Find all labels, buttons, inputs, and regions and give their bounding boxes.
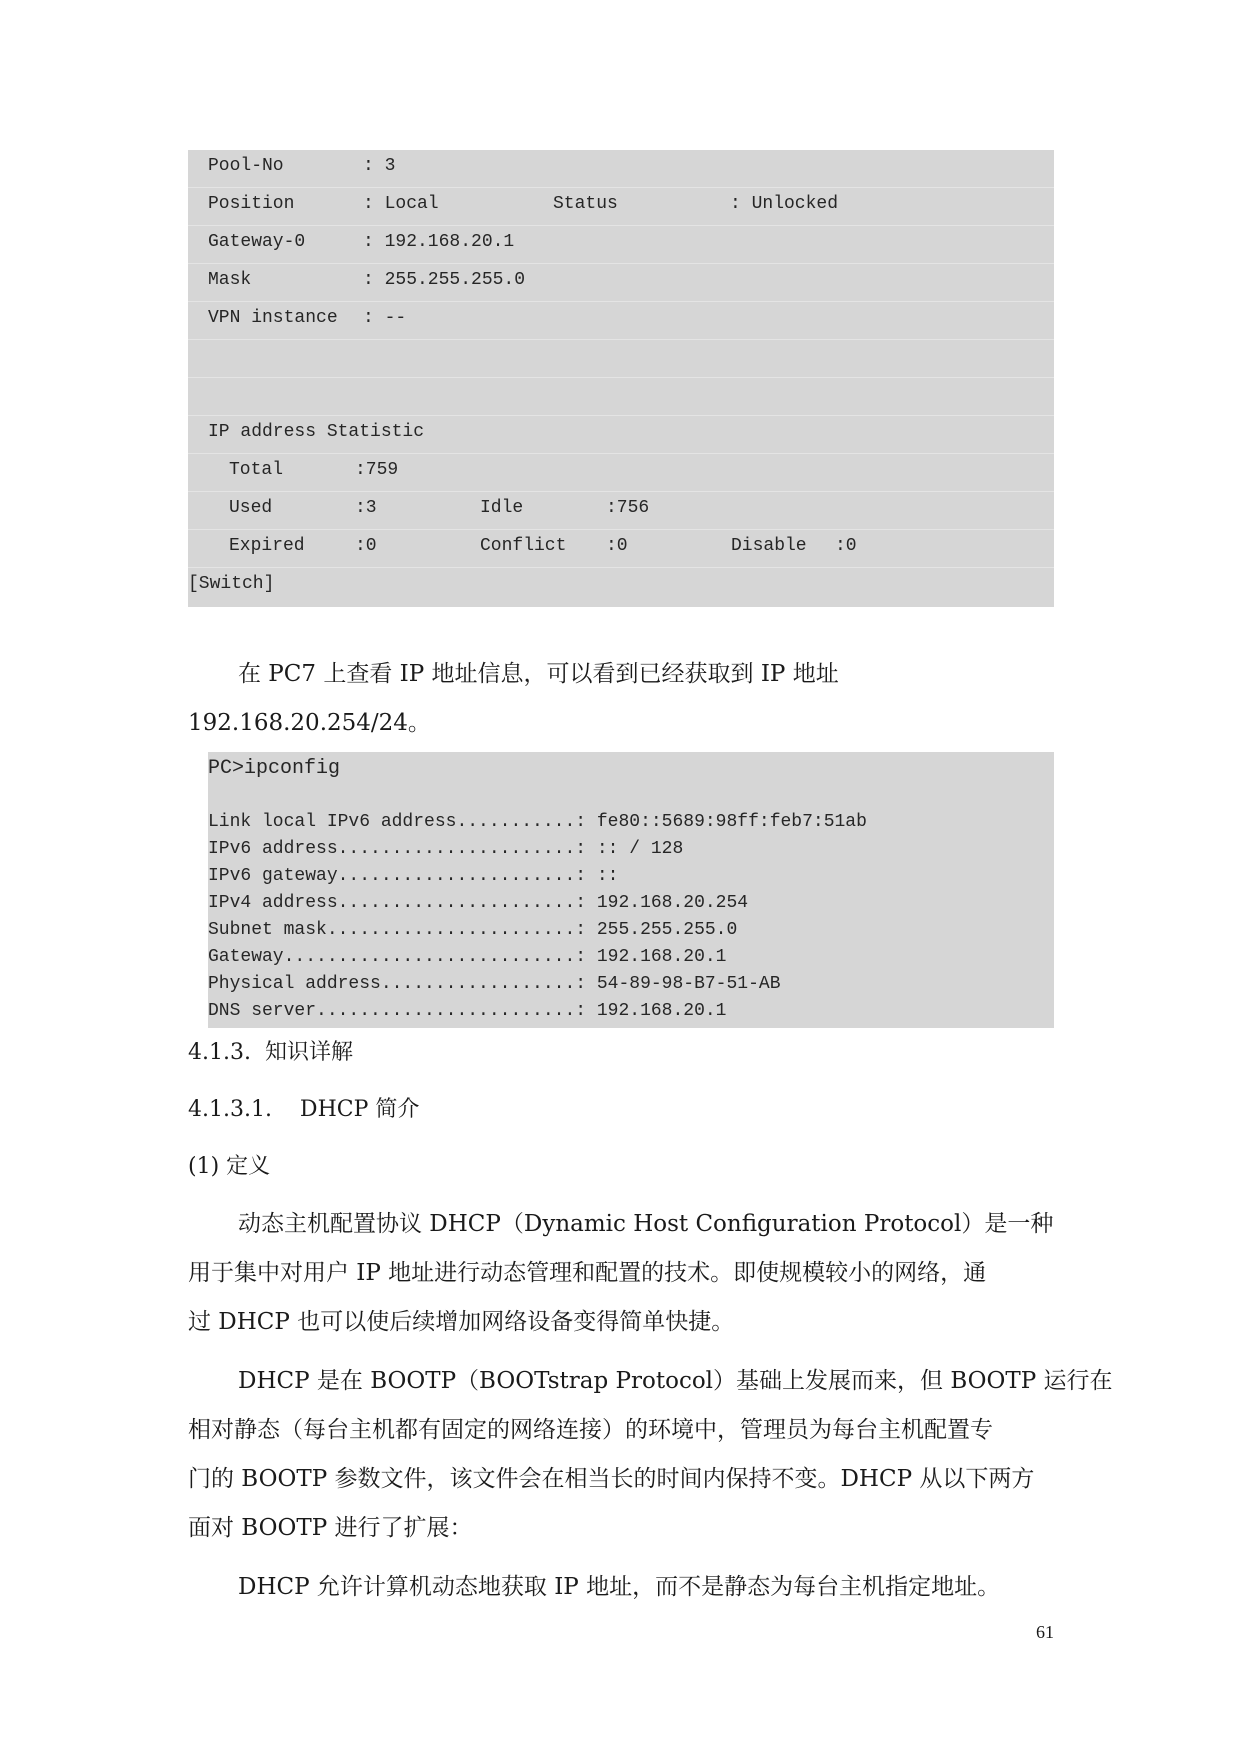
expired-value: :0 [355, 536, 377, 556]
para3-line3: 门的 BOOTP 参数文件，该文件会在相当长的时间内保持不变。DHCP 从以下两方 [188, 1466, 1035, 1492]
stat-title: IP address Statistic [208, 422, 425, 442]
used-value: :3 [355, 498, 377, 518]
para1-line1: 在 PC7 上查看 IP 地址信息，可以看到已经获取到 IP 地址 [238, 661, 839, 687]
ipconfig-line: IPv6 gateway......................: :: [208, 866, 619, 886]
para2-line1: 动态主机配置协议 DHCP（Dynamic Host Configuration Protocol）是一种 [238, 1211, 1054, 1237]
idle-key: Idle [480, 498, 524, 518]
ipconfig-line: IPv6 address......................: :: / 128 [208, 839, 684, 859]
pool-no-key: Pool-No [208, 156, 284, 176]
disable-value: :0 [835, 536, 857, 556]
mask-key: Mask [208, 270, 252, 290]
para3-line4: 面对 BOOTP 进行了扩展： [188, 1515, 473, 1541]
gateway-key: Gateway-0 [208, 232, 306, 252]
para2-line2: 用于集中对用户 IP 地址进行动态管理和配置的技术。即使规模较小的网络，通 [188, 1260, 987, 1286]
vpn-key: VPN instance [208, 308, 338, 328]
switch-output-block [188, 150, 1054, 607]
blank-row [188, 340, 1054, 378]
ipconfig-line: DNS server........................: 192.168.20.1 [208, 1001, 727, 1021]
prompt-row [188, 568, 1054, 606]
idle-value: :756 [606, 498, 650, 518]
para4-line1: DHCP 允许计算机动态地获取 IP 地址，而不是静态为每台主机指定地址。 [238, 1574, 1001, 1600]
para3-line1: DHCP 是在 BOOTP（BOOTstrap Protocol）基础上发展而来，但 BOOTP 运行在 [238, 1368, 1113, 1394]
stat-title-row [188, 416, 1054, 454]
position-key: Position [208, 194, 295, 214]
ipconfig-line: Link local IPv6 address...........: fe80::5689:98ff:feb7:51ab [208, 812, 867, 832]
vpn-row [188, 302, 1054, 340]
disable-key: Disable [731, 536, 807, 556]
vpn-value: : -- [363, 308, 407, 328]
used-key: Used [229, 498, 273, 518]
mask-value: : 255.255.255.0 [363, 270, 526, 290]
gateway-value: : 192.168.20.1 [363, 232, 515, 252]
section-heading-4-1-3: 4.1.3. 知识详解 [188, 1040, 353, 1065]
section-heading-4-1-3-1: 4.1.3.1. DHCP 简介 [188, 1097, 420, 1122]
position-value: : Local [363, 194, 439, 214]
ipconfig-line: Physical address..................: 54-89-98-B7-51-AB [208, 974, 781, 994]
status-value: : Unlocked [730, 194, 839, 214]
subsection-heading-definition: (1) 定义 [188, 1154, 271, 1179]
total-value: :759 [355, 460, 399, 480]
ipconfig-block [208, 752, 1054, 1028]
conflict-value: :0 [606, 536, 628, 556]
total-key: Total [229, 460, 284, 480]
status-key: Status [553, 194, 618, 214]
para1-line2: 192.168.20.254/24。 [188, 710, 431, 736]
ipconfig-command: PC>ipconfig [208, 757, 341, 780]
page-number: 61 [1036, 1622, 1054, 1642]
gateway-row [188, 226, 1054, 264]
mask-row [188, 264, 1054, 302]
blank-row [188, 378, 1054, 416]
para2-line3: 过 DHCP 也可以使后续增加网络设备变得简单快捷。 [188, 1309, 735, 1335]
pool-no-row [188, 150, 1054, 188]
para3-line2: 相对静态（每台主机都有固定的网络连接）的环境中，管理员为每台主机配置专 [188, 1417, 993, 1443]
ipconfig-line: Subnet mask.......................: 255.255.255.0 [208, 920, 738, 940]
switch-prompt: [Switch] [188, 574, 275, 594]
ipconfig-line: Gateway...........................: 192.168.20.1 [208, 947, 727, 967]
expired-key: Expired [229, 536, 305, 556]
used-row [188, 492, 1054, 530]
position-row [188, 188, 1054, 226]
ipconfig-line: IPv4 address......................: 192.168.20.254 [208, 893, 749, 913]
conflict-key: Conflict [480, 536, 567, 556]
expired-row [188, 530, 1054, 568]
total-row [188, 454, 1054, 492]
pool-no-value: : 3 [363, 156, 396, 176]
